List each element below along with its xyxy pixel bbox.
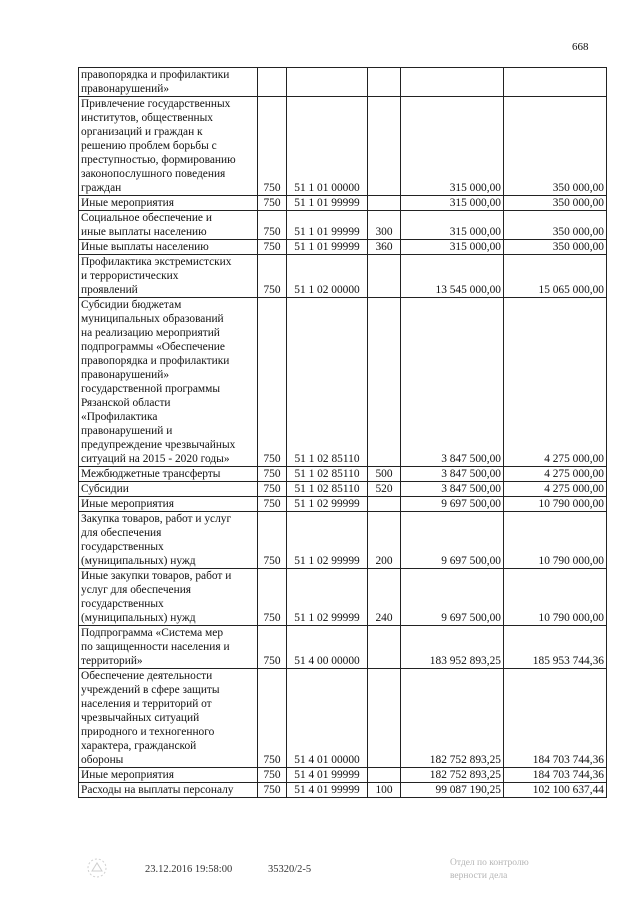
target-article-cell: 51 4 01 99999 — [287, 768, 368, 783]
amount-year-1-cell: 9 697 500,00 — [401, 497, 504, 512]
target-article-cell: 51 1 01 00000 — [287, 97, 368, 196]
expense-type-cell — [368, 196, 401, 211]
expense-type-cell — [368, 255, 401, 298]
target-article-cell: 51 1 02 85110 — [287, 298, 368, 467]
target-article-cell: 51 4 01 00000 — [287, 669, 368, 768]
ministry-code-cell: 750 — [258, 240, 287, 255]
amount-year-1-cell: 3 847 500,00 — [401, 482, 504, 497]
budget-table-body — [79, 68, 607, 798]
amount-year-2-cell: 4 275 000,00 — [504, 298, 607, 467]
ministry-code-cell: 750 — [258, 783, 287, 798]
ministry-code-cell: 750 — [258, 97, 287, 196]
target-article-cell — [287, 68, 368, 97]
ministry-code-cell: 750 — [258, 626, 287, 669]
amount-year-2-cell: 10 790 000,00 — [504, 569, 607, 626]
item-name-cell: Привлечение государственных институтов, общественных организаций и граждан к решению проблем борьбы с преступностью, формированию законопослушного поведения граждан — [79, 97, 258, 196]
amount-year-2-cell: 4 275 000,00 — [504, 482, 607, 497]
ministry-code-cell: 750 — [258, 669, 287, 768]
table-row — [79, 626, 607, 669]
amount-year-1-cell: 13 545 000,00 — [401, 255, 504, 298]
item-name-cell: Субсидии — [79, 482, 258, 497]
seal-mark-icon — [86, 857, 108, 879]
table-row — [79, 255, 607, 298]
table-row — [79, 97, 607, 196]
ministry-code-cell: 750 — [258, 211, 287, 240]
table-row — [79, 240, 607, 255]
item-name-cell: Иные мероприятия — [79, 497, 258, 512]
target-article-cell: 51 1 01 99999 — [287, 240, 368, 255]
amount-year-2-cell: 184 703 744,36 — [504, 669, 607, 768]
item-name-cell: Иные закупки товаров, работ и услуг для обеспечения государственных (муниципальных) нужд — [79, 569, 258, 626]
item-name-cell: Иные мероприятия — [79, 196, 258, 211]
amount-year-1-cell — [401, 68, 504, 97]
table-row — [79, 497, 607, 512]
footer-document-code: 35320/2-5 — [268, 864, 312, 875]
item-name-cell: Закупка товаров, работ и услуг для обеспечения государственных (муниципальных) нужд — [79, 512, 258, 569]
table-row — [79, 669, 607, 768]
ministry-code-cell: 750 — [258, 768, 287, 783]
budget-table — [78, 67, 607, 798]
amount-year-1-cell: 182 752 893,25 — [401, 768, 504, 783]
amount-year-1-cell: 9 697 500,00 — [401, 512, 504, 569]
expense-type-cell: 200 — [368, 512, 401, 569]
page-number: 668 — [572, 41, 589, 53]
expense-type-cell: 520 — [368, 482, 401, 497]
table-row — [79, 211, 607, 240]
amount-year-1-cell: 99 087 190,25 — [401, 783, 504, 798]
expense-type-cell — [368, 68, 401, 97]
expense-type-cell: 100 — [368, 783, 401, 798]
amount-year-2-cell: 350 000,00 — [504, 240, 607, 255]
amount-year-2-cell: 10 790 000,00 — [504, 512, 607, 569]
item-name-cell: Межбюджетные трансферты — [79, 467, 258, 482]
item-name-cell: Социальное обеспечение и иные выплаты населению — [79, 211, 258, 240]
table-row — [79, 768, 607, 783]
amount-year-2-cell: 102 100 637,44 — [504, 783, 607, 798]
amount-year-1-cell: 183 952 893,25 — [401, 626, 504, 669]
item-name-cell: Профилактика экстремистских и террористических проявлений — [79, 255, 258, 298]
expense-type-cell — [368, 626, 401, 669]
amount-year-2-cell: 185 953 744,36 — [504, 626, 607, 669]
amount-year-2-cell: 184 703 744,36 — [504, 768, 607, 783]
expense-type-cell — [368, 669, 401, 768]
table-row — [79, 68, 607, 97]
ministry-code-cell: 750 — [258, 482, 287, 497]
target-article-cell: 51 1 02 99999 — [287, 497, 368, 512]
target-article-cell: 51 1 02 00000 — [287, 255, 368, 298]
amount-year-1-cell: 315 000,00 — [401, 97, 504, 196]
target-article-cell: 51 1 01 99999 — [287, 196, 368, 211]
target-article-cell: 51 4 01 99999 — [287, 783, 368, 798]
expense-type-cell: 300 — [368, 211, 401, 240]
ministry-code-cell: 750 — [258, 497, 287, 512]
amount-year-2-cell: 10 790 000,00 — [504, 497, 607, 512]
expense-type-cell — [368, 768, 401, 783]
table-row — [79, 512, 607, 569]
amount-year-2-cell: 350 000,00 — [504, 97, 607, 196]
target-article-cell: 51 1 02 99999 — [287, 569, 368, 626]
ministry-code-cell: 750 — [258, 512, 287, 569]
item-name-cell: Субсидии бюджетам муниципальных образований на реализацию мероприятий подпрограммы «Обеспечение правопорядка и профилактики правонарушений» государственной программы Рязанской области «Профилактика правонарушений и предупреждение чрезвычайных ситуаций на 2015 - 2020 годы» — [79, 298, 258, 467]
amount-year-2-cell: 15 065 000,00 — [504, 255, 607, 298]
expense-type-cell: 360 — [368, 240, 401, 255]
amount-year-1-cell: 315 000,00 — [401, 196, 504, 211]
amount-year-1-cell: 3 847 500,00 — [401, 467, 504, 482]
footer-datetime: 23.12.2016 19:58:00 — [145, 864, 233, 875]
table-row — [79, 196, 607, 211]
target-article-cell: 51 1 02 99999 — [287, 512, 368, 569]
ministry-code-cell: 750 — [258, 467, 287, 482]
item-name-cell: Иные мероприятия — [79, 768, 258, 783]
amount-year-2-cell: 4 275 000,00 — [504, 467, 607, 482]
ministry-code-cell: 750 — [258, 298, 287, 467]
table-row — [79, 482, 607, 497]
ministry-code-cell — [258, 68, 287, 97]
target-article-cell: 51 1 02 85110 — [287, 482, 368, 497]
expense-type-cell: 240 — [368, 569, 401, 626]
amount-year-1-cell: 315 000,00 — [401, 240, 504, 255]
target-article-cell: 51 1 02 85110 — [287, 467, 368, 482]
expense-type-cell — [368, 497, 401, 512]
amount-year-1-cell: 182 752 893,25 — [401, 669, 504, 768]
item-name-cell: Подпрограмма «Система мер по защищенности населения и территорий» — [79, 626, 258, 669]
faint-stamp-text: Отдел по контролю верности дела — [450, 858, 529, 881]
ministry-code-cell: 750 — [258, 569, 287, 626]
item-name-cell: Обеспечение деятельности учреждений в сфере защиты населения и территорий от чрезвычайных ситуаций природного и техногенного характера, гражданской обороны — [79, 669, 258, 768]
amount-year-2-cell: 350 000,00 — [504, 211, 607, 240]
table-row — [79, 569, 607, 626]
item-name-cell: правопорядка и профилактики правонарушений» — [79, 68, 258, 97]
table-row — [79, 298, 607, 467]
item-name-cell: Иные выплаты населению — [79, 240, 258, 255]
amount-year-2-cell — [504, 68, 607, 97]
amount-year-1-cell: 9 697 500,00 — [401, 569, 504, 626]
target-article-cell: 51 1 01 99999 — [287, 211, 368, 240]
table-row — [79, 467, 607, 482]
target-article-cell: 51 4 00 00000 — [287, 626, 368, 669]
expense-type-cell — [368, 298, 401, 467]
amount-year-1-cell: 315 000,00 — [401, 211, 504, 240]
expense-type-cell: 500 — [368, 467, 401, 482]
amount-year-1-cell: 3 847 500,00 — [401, 298, 504, 467]
table-row — [79, 783, 607, 798]
ministry-code-cell: 750 — [258, 196, 287, 211]
expense-type-cell — [368, 97, 401, 196]
item-name-cell: Расходы на выплаты персоналу — [79, 783, 258, 798]
amount-year-2-cell: 350 000,00 — [504, 196, 607, 211]
ministry-code-cell: 750 — [258, 255, 287, 298]
